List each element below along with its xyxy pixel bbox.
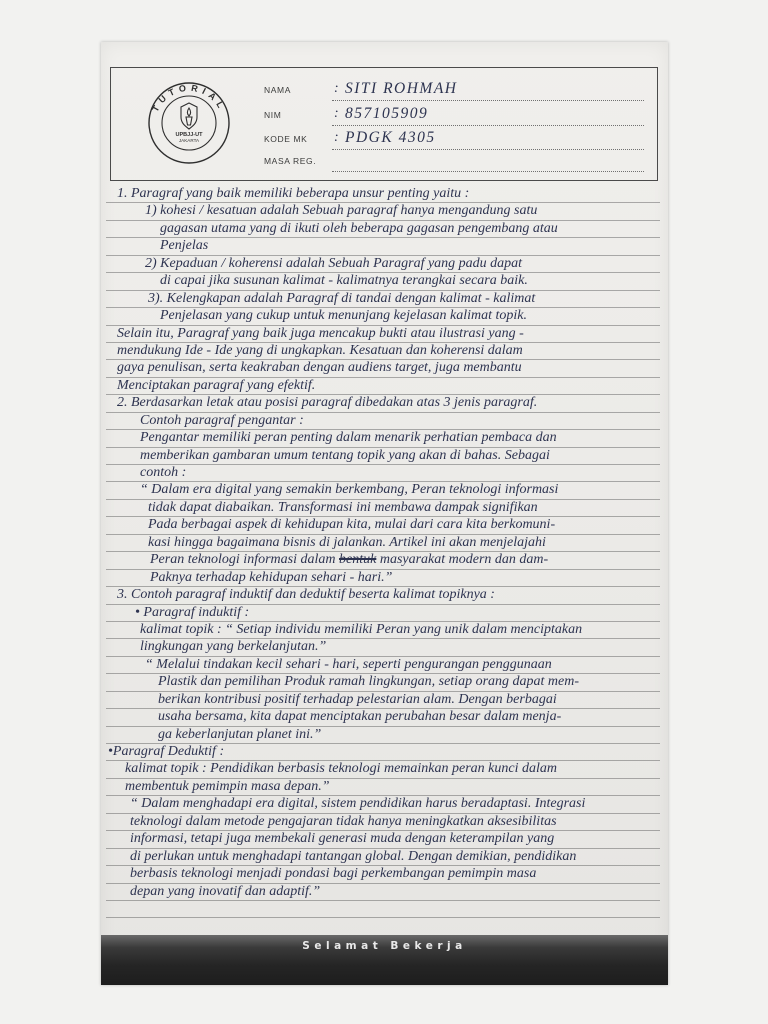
answer-line [106,674,660,691]
answer-line [106,866,660,883]
answer-line [106,884,660,901]
answer-line [106,727,660,744]
answer-line-text: kalimat topik : “ Setiap individu memiliki Peran yang unik dalam menciptakan [140,621,583,637]
answer-line [106,639,660,656]
answer-line [106,238,660,255]
answer-line-text: • Paragraf induktif : [135,604,250,620]
answer-line-text: informasi, tetapi juga membekali generasi muda dengan keterampilan yang [130,831,555,847]
answer-line [106,465,660,482]
answer-line [106,692,660,709]
logo-ring-text: TUTORIAL [150,82,228,114]
answer-line-text: Menciptakan paragraf yang efektif. [117,377,316,393]
answer-line [106,413,660,430]
field-nim-value[interactable]: 857105909 [345,105,429,122]
struck-word: bentuk [339,552,377,568]
answer-line-text: tidak dapat diabaikan. Transformasi ini membawa dampak signifikan [148,499,538,515]
answer-line [106,552,660,569]
answer-line-text: kasi hingga bagaimana bisnis di jalankan. Artikel ini akan menjelajahi [148,534,546,550]
answer-line [106,709,660,726]
answer-line [106,308,660,325]
answer-line-text: “ Dalam era digital yang semakin berkembang, Peran teknologi informasi [140,482,559,498]
answer-line-text: “ Melalui tindakan kecil sehari - hari, seperti pengurangan penggunaan [145,656,552,672]
answer-line-text: Pengantar memiliki peran penting dalam menarik perhatian pembaca dan [140,430,557,446]
answer-line-text: Penjelas [160,238,209,254]
answer-line [106,256,660,273]
answer-sheet-paper [101,42,668,985]
answer-line-text: 1) kohesi / kesatuan adalah Sebuah paragraf hanya mengandung satu [145,203,538,219]
field-nim-label: NIM [264,110,282,120]
field-nama [264,81,644,101]
answer-line [106,343,660,360]
field-nama-colon: : [334,81,339,96]
answer-line [106,186,660,203]
answer-line-text: usaha bersama, kita dapat menciptakan perubahan besar dalam menja- [158,709,562,725]
field-kode-mk-dotted-line [332,149,644,150]
answer-line-text: contoh : [140,465,187,480]
answer-line-text: di capai jika susunan kalimat - kalimatnya terangkai secara baik. [160,273,528,289]
field-kode-mk-label: KODE MK [264,134,308,144]
field-kode-mk-value[interactable]: PDGK 4305 [345,129,436,146]
answer-line [106,291,660,308]
answer-line [106,378,660,395]
answer-line [106,779,660,796]
field-nim-colon: : [334,106,339,121]
blank-ruled-line [106,918,660,935]
answer-line-text: Contoh paragraf pengantar : [140,412,304,428]
answer-line [106,814,660,831]
answer-line-text: memberikan gambaran umum tentang topik yang akan di bahas. Sebagai [140,447,550,463]
answer-line [106,360,660,377]
answer-line [106,744,660,761]
answer-line-segment: masyarakat modern dan dam- [376,552,549,568]
field-kode-mk [264,130,644,150]
torch-emblem-icon [181,103,197,129]
answer-line [106,482,660,499]
answer-line-text [150,551,548,568]
answer-line-text: di perlukan untuk menghadapi tantangan global. Dengan demikian, pendidikan [130,848,577,864]
answer-line [106,657,660,674]
field-nama-value[interactable]: SITI ROHMAH [345,80,458,97]
answer-line-text: 2) Kepaduan / koherensi adalah Sebuah Paragraf yang padu dapat [145,255,523,271]
answer-line-text: lingkungan yang berkelanjutan.” [140,639,327,655]
answer-line [106,273,660,290]
answer-line-text: 1. Paragraf yang baik memiliki beberapa unsur penting yaitu : [117,186,470,201]
answer-line [106,796,660,813]
answer-line-text: membentuk pemimpin masa depan.” [125,778,330,794]
answer-line-text: ga keberlanjutan planet ini.” [158,726,322,742]
answer-line-text: Penjelasan yang cukup untuk menunjang kejelasan kalimat topik. [160,308,528,324]
answer-line-text: mendukung Ide - Ide yang di ungkapkan. Kesatuan dan koherensi dalam [117,342,523,358]
answer-line-text: Selain itu, Paragraf yang baik juga mencakup bukti atau ilustrasi yang - [117,325,524,341]
answer-line [106,203,660,220]
answer-line-text: •Paragraf Deduktif : [108,744,225,759]
logo-bottom-text-1: UPBJJ-UT [175,132,203,138]
answer-line-text: 3. Contoh paragraf induktif dan deduktif beserta kalimat topiknya : [117,587,495,603]
identity-header [110,67,658,181]
answer-line-segment: Peran teknologi informasi dalam [150,552,339,568]
answer-line [106,448,660,465]
answer-line [106,761,660,778]
field-masa-reg-label: MASA REG. [264,156,317,166]
answer-line [106,605,660,622]
blank-ruled-line [106,901,660,918]
answer-line-text: gaya penulisan, serta keakraban dengan audiens target, juga membantu [117,360,522,376]
answer-line-text: Plastik dan pemilihan Produk ramah lingkungan, setiap orang dapat mem- [158,674,579,690]
field-masa-reg [264,152,644,172]
answer-line-text: teknologi dalam metode pengajaran tidak hanya meningkatkan aksesibilitas [130,813,557,829]
answer-line [106,500,660,517]
answer-line-text: depan yang inovatif dan adaptif.” [130,883,321,899]
answer-line [106,221,660,238]
answer-line [106,831,660,848]
answer-line-text: “ Dalam menghadapi era digital, sistem pendidikan harus beradaptasi. Integrasi [130,796,586,812]
answer-line-text: kalimat topik : Pendidikan berbasis teknologi memainkan peran kunci dalam [125,761,557,777]
answer-line [106,587,660,604]
answer-line [106,535,660,552]
answer-line [106,849,660,866]
field-nim [264,106,644,126]
answer-line-text: Paknya terhadap kehidupan sehari - hari.” [150,569,393,585]
answer-line-text: 3). Kelengkapan adalah Paragraf di tandai dengan kalimat - kalimat [148,290,536,306]
answer-line [106,570,660,587]
field-nama-label: NAMA [264,85,291,95]
answer-line-text: 2. Berdasarkan letak atau posisi paragraf dibedakan atas 3 jenis paragraf. [117,395,538,411]
field-kode-mk-colon: : [334,130,339,145]
tutorial-logo [147,81,231,165]
answer-line-text: berbasis teknologi menjadi pondasi bagi perkembangan pemimpin masa [130,866,537,882]
footer-band [101,935,668,985]
answer-line [106,326,660,343]
field-nim-dotted-line [332,125,644,126]
field-masa-reg-dotted-line[interactable] [332,171,644,172]
answer-line [106,395,660,412]
answer-line [106,430,660,447]
answer-line [106,517,660,534]
answer-line-text: berikan kontribusi positif terhadap pelestarian alam. Dengan berbagai [158,691,557,707]
footer-text: Selamat Bekerja [302,940,467,952]
field-nama-dotted-line [332,100,644,101]
answer-line [106,622,660,639]
answer-line-text: gagasan utama yang di ikuti oleh beberapa gagasan pengembang atau [160,220,558,236]
answer-line-text: Pada berbagai aspek di kehidupan kita, mulai dari cara kita berkomuni- [148,517,556,533]
logo-bottom-text-2: JAKARTA [178,138,200,143]
answer-lines [101,186,668,936]
